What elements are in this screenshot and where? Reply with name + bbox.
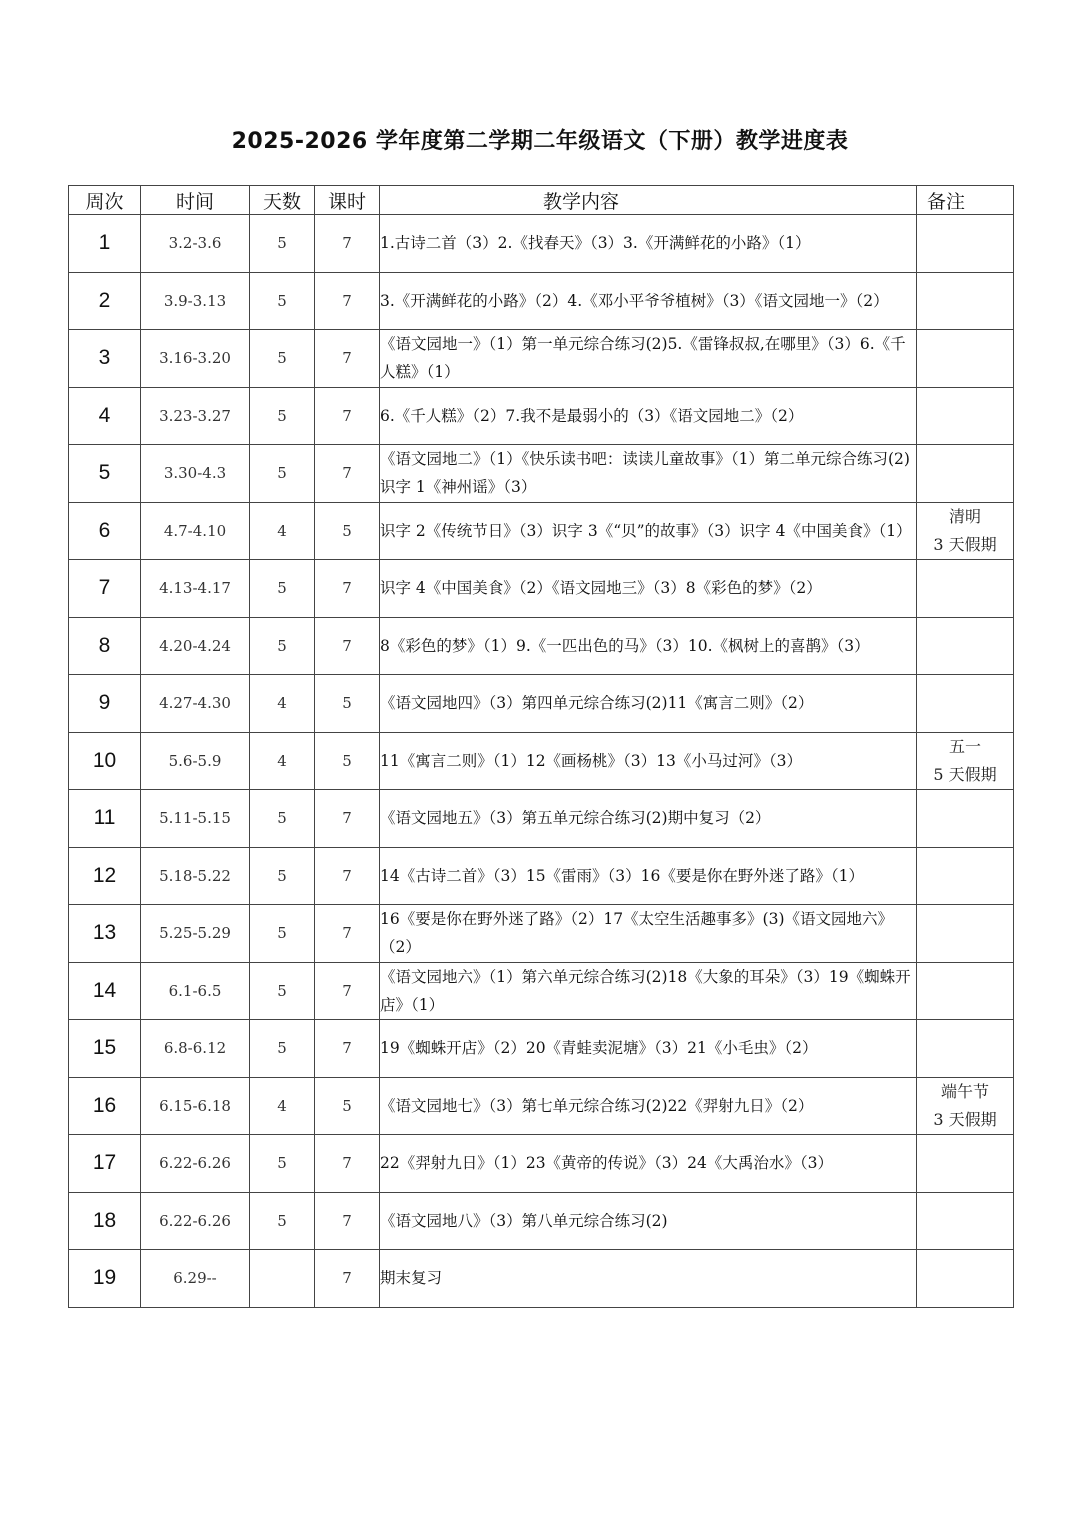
note-cell [917,330,1014,388]
time-cell: 5.18-5.22 [141,847,250,905]
content-cell: 1.古诗二首（3）2.《找春天》（3）3.《开满鲜花的小路》（1） [380,215,917,273]
table-row [69,732,1014,790]
note-cell [917,215,1014,273]
note-cell [917,502,1014,560]
days-cell: 5 [250,1192,315,1250]
periods-cell: 7 [315,387,380,445]
week-cell: 12 [69,847,141,905]
content-cell: 《语文园地七》（3）第七单元综合练习(2)22《羿射九日》（2） [380,1077,917,1135]
content-cell: 识字 4《中国美食》（2）《语文园地三》（3）8《彩色的梦》（2） [380,560,917,618]
time-cell: 4.7-4.10 [141,502,250,560]
periods-cell: 7 [315,617,380,675]
table-row [69,962,1014,1020]
days-cell: 5 [250,330,315,388]
note-line: 清明 [948,506,981,526]
periods-cell: 7 [315,272,380,330]
note-cell [917,790,1014,848]
header-time: 时间 [141,186,250,215]
week-cell: 19 [69,1250,141,1308]
week-cell: 18 [69,1192,141,1250]
week-cell: 9 [69,675,141,733]
note-line: 3 天假期 [933,534,997,554]
header-periods: 课时 [315,186,380,215]
periods-cell: 7 [315,1135,380,1193]
week-cell: 14 [69,962,141,1020]
schedule-body [69,215,1014,1308]
note-cell [917,272,1014,330]
periods-cell: 7 [315,330,380,388]
note-cell [917,617,1014,675]
time-cell: 6.22-6.26 [141,1135,250,1193]
note-cell [917,1077,1014,1135]
days-cell: 5 [250,790,315,848]
time-cell: 6.22-6.26 [141,1192,250,1250]
note-cell [917,387,1014,445]
content-cell: 22《羿射九日》（1）23《黄帝的传说》（3）24《大禹治水》（3） [380,1135,917,1193]
days-cell: 5 [250,847,315,905]
time-cell: 3.23-3.27 [141,387,250,445]
time-cell: 6.29-- [141,1250,250,1308]
week-cell: 1 [69,215,141,273]
week-cell: 3 [69,330,141,388]
table-row [69,1020,1014,1078]
week-cell: 2 [69,272,141,330]
time-cell: 3.2-3.6 [141,215,250,273]
content-cell: 《语文园地六》（1）第六单元综合练习(2)18《大象的耳朵》（3）19《蜘蛛开店》（1） [380,962,917,1020]
periods-cell: 7 [315,1250,380,1308]
periods-cell: 7 [315,1020,380,1078]
table-row [69,905,1014,963]
note-cell [917,732,1014,790]
content-cell: 19《蜘蛛开店》（2）20《青蛙卖泥塘》（3）21《小毛虫》（2） [380,1020,917,1078]
note-line: 端午节 [940,1081,989,1101]
table-row [69,330,1014,388]
time-cell: 5.11-5.15 [141,790,250,848]
table-row [69,387,1014,445]
header-note: 备注 [917,186,1014,215]
content-cell: 《语文园地四》（3）第四单元综合练习(2)11《寓言二则》（2） [380,675,917,733]
days-cell: 4 [250,675,315,733]
table-row [69,502,1014,560]
days-cell: 5 [250,560,315,618]
table-row [69,215,1014,273]
week-cell: 11 [69,790,141,848]
week-cell: 6 [69,502,141,560]
time-cell: 5.6-5.9 [141,732,250,790]
note-cell [917,847,1014,905]
content-cell: 11《寓言二则》（1）12《画杨桃》（3）13《小马过河》（3） [380,732,917,790]
periods-cell: 7 [315,790,380,848]
periods-cell: 5 [315,1077,380,1135]
time-cell: 3.30-4.3 [141,445,250,503]
table-row [69,1192,1014,1250]
header-days: 天数 [250,186,315,215]
time-cell: 6.8-6.12 [141,1020,250,1078]
content-cell: 《语文园地八》（3）第八单元综合练习(2) [380,1192,917,1250]
week-cell: 10 [69,732,141,790]
time-cell: 5.25-5.29 [141,905,250,963]
note-cell [917,445,1014,503]
table-row [69,1135,1014,1193]
periods-cell: 5 [315,732,380,790]
time-cell: 6.15-6.18 [141,1077,250,1135]
header-week: 周次 [69,186,141,215]
note-cell [917,1020,1014,1078]
note-line: 3 天假期 [933,1109,997,1129]
days-cell: 5 [250,215,315,273]
periods-cell: 7 [315,1192,380,1250]
periods-cell: 7 [315,847,380,905]
week-cell: 8 [69,617,141,675]
note-cell [917,675,1014,733]
table-row [69,445,1014,503]
note-cell [917,560,1014,618]
days-cell [250,1250,315,1308]
week-cell: 15 [69,1020,141,1078]
content-cell: 6.《千人糕》（2）7.我不是最弱小的（3）《语文园地二》（2） [380,387,917,445]
time-cell: 3.16-3.20 [141,330,250,388]
week-cell: 17 [69,1135,141,1193]
days-cell: 4 [250,732,315,790]
header-row [69,186,1014,215]
note-cell [917,905,1014,963]
table-row [69,560,1014,618]
schedule-table [68,185,1014,1308]
content-cell: 《语文园地五》（3）第五单元综合练习(2)期中复习（2） [380,790,917,848]
days-cell: 4 [250,502,315,560]
periods-cell: 7 [315,445,380,503]
document-title: 2025-2026 学年度第二学期二年级语文（下册）教学进度表 [231,129,849,154]
periods-cell: 5 [315,502,380,560]
table-row [69,790,1014,848]
week-cell: 13 [69,905,141,963]
week-cell: 5 [69,445,141,503]
table-row [69,1077,1014,1135]
periods-cell: 7 [315,560,380,618]
note-line: 5 天假期 [933,764,997,784]
days-cell: 5 [250,272,315,330]
time-cell: 6.1-6.5 [141,962,250,1020]
days-cell: 5 [250,445,315,503]
note-cell [917,1135,1014,1193]
days-cell: 5 [250,962,315,1020]
time-cell: 4.27-4.30 [141,675,250,733]
periods-cell: 7 [315,962,380,1020]
note-cell [917,962,1014,1020]
header-content: 教学内容 [380,186,917,215]
table-row [69,1250,1014,1308]
table-row [69,617,1014,675]
days-cell: 4 [250,1077,315,1135]
content-cell: 14《古诗二首》（3）15《雷雨》（3）16《要是你在野外迷了路》（1） [380,847,917,905]
periods-cell: 7 [315,215,380,273]
days-cell: 5 [250,905,315,963]
content-cell: 《语文园地一》（1）第一单元综合练习(2)5.《雷锋叔叔,在哪里》（3）6.《千人糕》（1） [380,330,917,388]
table-row [69,272,1014,330]
days-cell: 5 [250,1135,315,1193]
week-cell: 16 [69,1077,141,1135]
periods-cell: 5 [315,675,380,733]
periods-cell: 7 [315,905,380,963]
time-cell: 4.13-4.17 [141,560,250,618]
days-cell: 5 [250,387,315,445]
week-cell: 4 [69,387,141,445]
note-cell [917,1250,1014,1308]
content-cell: 《语文园地二》（1）《快乐读书吧：读读儿童故事》（1）第二单元综合练习(2)识字 1《神州谣》（3） [380,445,917,503]
time-cell: 4.20-4.24 [141,617,250,675]
note-cell [917,1192,1014,1250]
content-cell: 3.《开满鲜花的小路》（2）4.《邓小平爷爷植树》（3）《语文园地一》（2） [380,272,917,330]
content-cell: 期末复习 [380,1250,917,1308]
table-row [69,675,1014,733]
content-cell: 8《彩色的梦》（1）9.《一匹出色的马》（3）10.《枫树上的喜鹊》（3） [380,617,917,675]
days-cell: 5 [250,1020,315,1078]
note-line: 五一 [948,736,981,756]
days-cell: 5 [250,617,315,675]
time-cell: 3.9-3.13 [141,272,250,330]
content-cell: 16《要是你在野外迷了路》（2）17《太空生活趣事多》(3)《语文园地六》（2） [380,905,917,963]
table-row [69,847,1014,905]
week-cell: 7 [69,560,141,618]
content-cell: 识字 2《传统节日》（3）识字 3《“贝”的故事》（3）识字 4《中国美食》（1） [380,502,917,560]
